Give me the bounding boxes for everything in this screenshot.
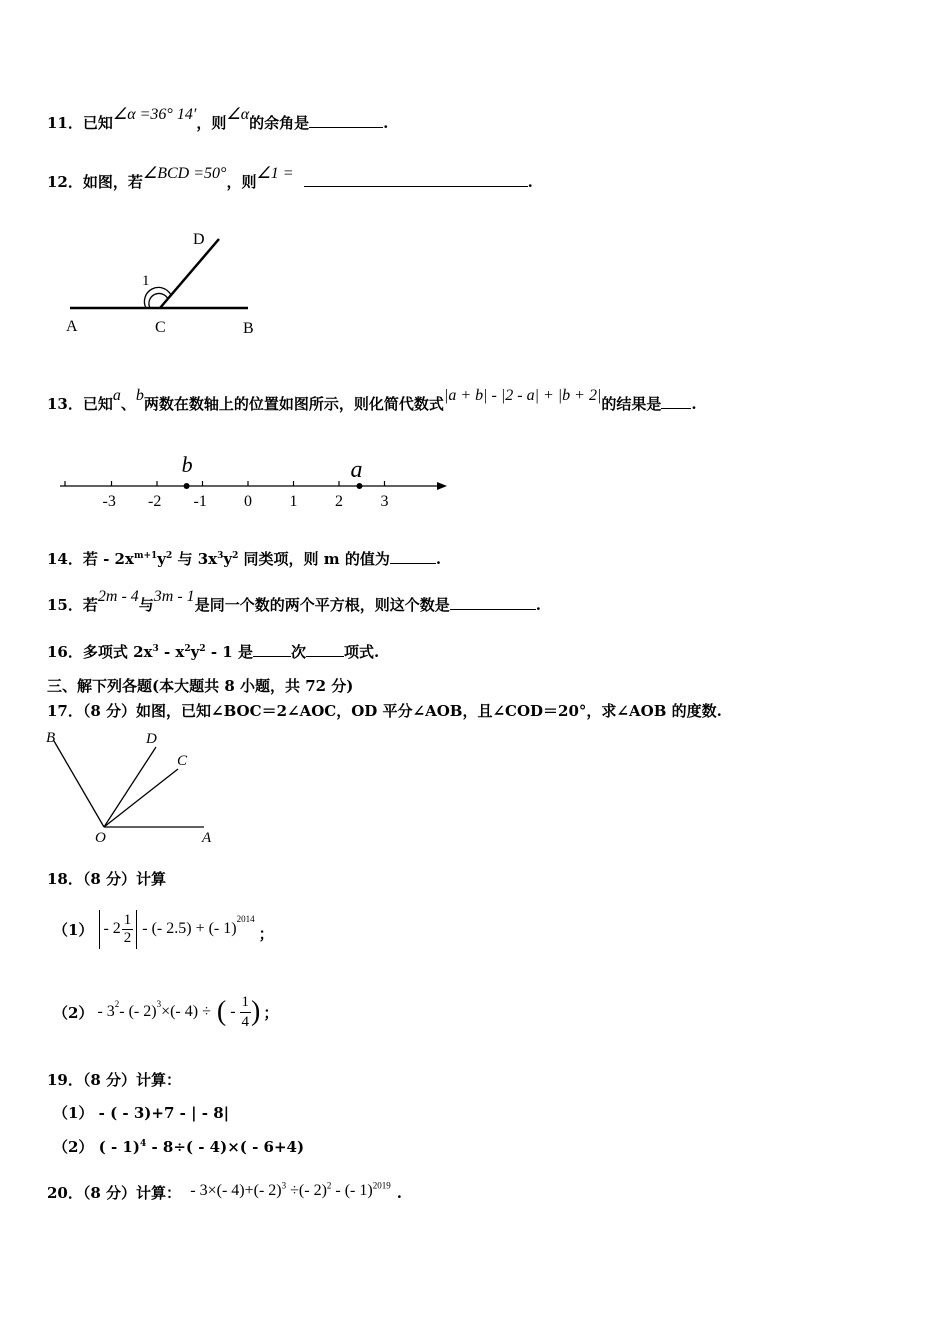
q16-e3: 2 (199, 644, 206, 654)
q16-e2: 2 (184, 644, 191, 654)
q16-t4: - 1 是 (205, 643, 253, 661)
q13-pre: 已知 (82, 395, 113, 413)
q18-p2-end: ； (263, 1003, 279, 1022)
q13-tick-label: -2 (148, 493, 162, 510)
q11-number: 11． (47, 114, 83, 132)
q17-label-c: C (177, 753, 188, 769)
q18-p2-c: ×(- 4) ÷ (161, 1003, 211, 1020)
q18-p2-label: （2） (53, 1003, 94, 1022)
q16-e1: 3 (152, 644, 159, 654)
q13-tick-label: 1 (289, 493, 298, 510)
q13-tick-label: 3 (380, 493, 389, 510)
q14-t2: y (157, 550, 166, 568)
q18-p1-whole: 2 (112, 920, 121, 937)
section-3-heading: 三、解下列各题(本大题共 8 小题，共 72 分) (47, 677, 354, 695)
q18-p2-b: - (- 2) (119, 1003, 157, 1020)
q12-label-c: C (155, 319, 166, 336)
question-14 (47, 548, 441, 569)
q18-p1-exp: 2014 (236, 914, 255, 924)
q18-p1-frac-den: 2 (123, 929, 132, 946)
q12-figure (60, 225, 270, 345)
q20-e3: 2019 (372, 1180, 391, 1191)
q13-axis-arrow (437, 482, 447, 490)
q20-e1: 3 (281, 1180, 287, 1191)
q14-exp1: m+1 (133, 551, 158, 561)
q13-tick-label: 2 (335, 493, 343, 510)
question-19 (47, 1069, 181, 1090)
question-20 (47, 1182, 402, 1203)
q17-ray-od (104, 747, 156, 827)
q16-pre: 多项式 2x (82, 643, 153, 661)
q18-p1-frac-num: 1 (123, 911, 132, 928)
q20-e2: 2 (326, 1180, 332, 1191)
q12-pre: 如图，若 (82, 173, 143, 191)
q17-label-d: D (146, 731, 157, 747)
q11-post: 的余角是 (249, 114, 310, 132)
q20-text: （8 分）计算： (82, 1184, 182, 1202)
q12-ray-cd (160, 239, 219, 308)
q13-label-a: a (350, 457, 363, 483)
q18-p1-fraction (122, 912, 134, 947)
q20-expr-c: - (- 1) (331, 1182, 373, 1199)
question-18 (47, 868, 166, 889)
q13-sep: 、 (120, 395, 136, 413)
q13-tick-label: -1 (193, 493, 207, 510)
q17-number: 17． (47, 702, 83, 720)
q11-pre: 已知 (82, 114, 113, 132)
q17-ray-oc (104, 769, 178, 827)
q12-label-b: B (243, 320, 254, 337)
q18-part-1 (53, 906, 274, 952)
q18-text: （8 分）计算 (82, 870, 167, 888)
q13-number: 13． (47, 395, 83, 413)
q12-label-d: D (193, 231, 205, 248)
q13-end: . (691, 395, 697, 413)
q20-number: 20． (47, 1184, 83, 1202)
q11-answer-blank[interactable] (309, 126, 383, 128)
question-13 (47, 387, 697, 414)
q18-number: 18． (47, 870, 83, 888)
q12-number: 12． (47, 173, 83, 191)
q18-p1-label: （1） (53, 920, 94, 939)
q19-part-2 (53, 1136, 304, 1157)
q14-exp2: 2 (165, 551, 173, 561)
q18-p1-end: ； (258, 924, 274, 943)
question-17 (47, 700, 722, 721)
q15-post: 是同一个数的两个平方根，则这个数是 (194, 596, 450, 614)
q19-p2-b: - 8÷( - 4)×( - 6+4) (146, 1138, 305, 1156)
q13-point-a (356, 483, 362, 489)
q15-answer-blank[interactable] (450, 608, 536, 610)
q15-number: 15． (47, 596, 83, 614)
q18-p2-frac-den: 4 (241, 1013, 250, 1030)
q18-p2-paren: ( - $\frac{1}{4}$ ) (216, 993, 261, 1030)
q13-number-line (55, 450, 455, 515)
q13-post: 的结果是 (601, 395, 662, 413)
q18-p2-fraction (240, 993, 252, 1032)
q18-p2-e2: 3 (156, 999, 162, 1009)
q13-tick-label: -3 (102, 493, 116, 510)
q18-p1-expr-b: - (- 2.5) + (- 1) (142, 920, 237, 937)
q14-t5: 同类项，则 m 的值为 (238, 550, 390, 568)
q12-expr2: ∠1 = (256, 165, 294, 182)
q15-end: . (535, 596, 541, 614)
q19-text: （8 分）计算： (82, 1071, 182, 1089)
q20-expr-a: - 3×(- 4)+(- 2) (190, 1182, 282, 1199)
q14-number: 14． (47, 550, 83, 568)
q18-p2-e1: 2 (114, 999, 120, 1009)
q12-answer-blank[interactable] (304, 185, 528, 187)
q18-p1-neg: - (103, 920, 113, 937)
question-16 (47, 641, 379, 662)
q17-figure (40, 725, 230, 850)
q13-var-b: b (135, 387, 144, 404)
q20-expression (190, 1182, 390, 1199)
q15-mid: 与 (138, 596, 154, 614)
q12-label-1: 1 (142, 273, 150, 289)
q13-point-b (184, 483, 190, 489)
q16-blank-2[interactable] (306, 655, 344, 657)
q16-t6: 项式. (343, 643, 380, 661)
q20-expr-b: ÷(- 2) (286, 1182, 327, 1199)
q12-end: . (527, 173, 533, 191)
q18-p1-abs (99, 910, 137, 949)
q11-end: . (383, 114, 389, 132)
q12-expr1: ∠BCD =50° (142, 165, 227, 182)
q14-exp3: 3 (217, 551, 224, 561)
q17-label-o: O (95, 830, 106, 846)
q13-label-b: b (181, 452, 193, 477)
q18-p2-neg: - (230, 1003, 236, 1020)
q13-var-a: a (112, 387, 121, 404)
q11-mid: ，则 (196, 114, 227, 132)
q11-expr2: ∠α (226, 106, 250, 123)
q12-mid: ，则 (226, 173, 257, 191)
q13-mid: 两数在数轴上的位置如图所示，则化简代数式 (143, 395, 444, 413)
q18-part-2 (53, 988, 278, 1036)
q14-pre: 若 - 2x (82, 550, 134, 568)
question-12 (47, 165, 533, 192)
q16-number: 16． (47, 643, 83, 661)
q17-label-b: B (46, 730, 56, 746)
q16-t5: 次 (290, 643, 306, 661)
q15-pre: 若 (82, 596, 98, 614)
q17-label-a: A (202, 830, 212, 846)
q19-p2-a: （2） ( - 1) (53, 1138, 140, 1156)
q16-t3: y (190, 643, 200, 661)
q18-p2-expr: - 3 (97, 1003, 115, 1020)
question-11 (47, 106, 389, 133)
q14-end: . (435, 550, 442, 568)
q19-part-1: （1） - ( - 3)+7 - | - 8| (53, 1104, 230, 1122)
q19-number: 19． (47, 1071, 83, 1089)
q16-t2: - x (158, 643, 185, 661)
q19-p2-e: 4 (139, 1139, 147, 1149)
q17-text: （8 分）如图，已知∠BOC＝2∠AOC，OD 平分∠AOB，且∠COD＝20°，求∠AOB 的度数. (82, 702, 722, 720)
q14-answer-blank[interactable] (390, 562, 436, 564)
q11-expr1: ∠α =36° 14′ (112, 106, 197, 123)
question-15 (47, 588, 541, 615)
q20-end: . (396, 1184, 402, 1202)
q14-exp4: 2 (232, 551, 239, 561)
q13-expr: |a + b| - |2 - a| + |b + 2| (443, 387, 602, 404)
q13-answer-blank[interactable] (661, 407, 691, 409)
q14-t3: 与 3x (172, 550, 218, 568)
q18-p2-frac-num: 1 (240, 993, 252, 1013)
q15-expr2: 3m - 1 (153, 588, 195, 605)
q15-expr1: 2m - 4 (97, 588, 139, 605)
q13-tick-label: 0 (244, 493, 252, 510)
q17-ray-ob (54, 741, 104, 827)
q12-label-a: A (66, 318, 78, 335)
q16-blank-1[interactable] (253, 655, 291, 657)
q14-t4: y (223, 550, 233, 568)
